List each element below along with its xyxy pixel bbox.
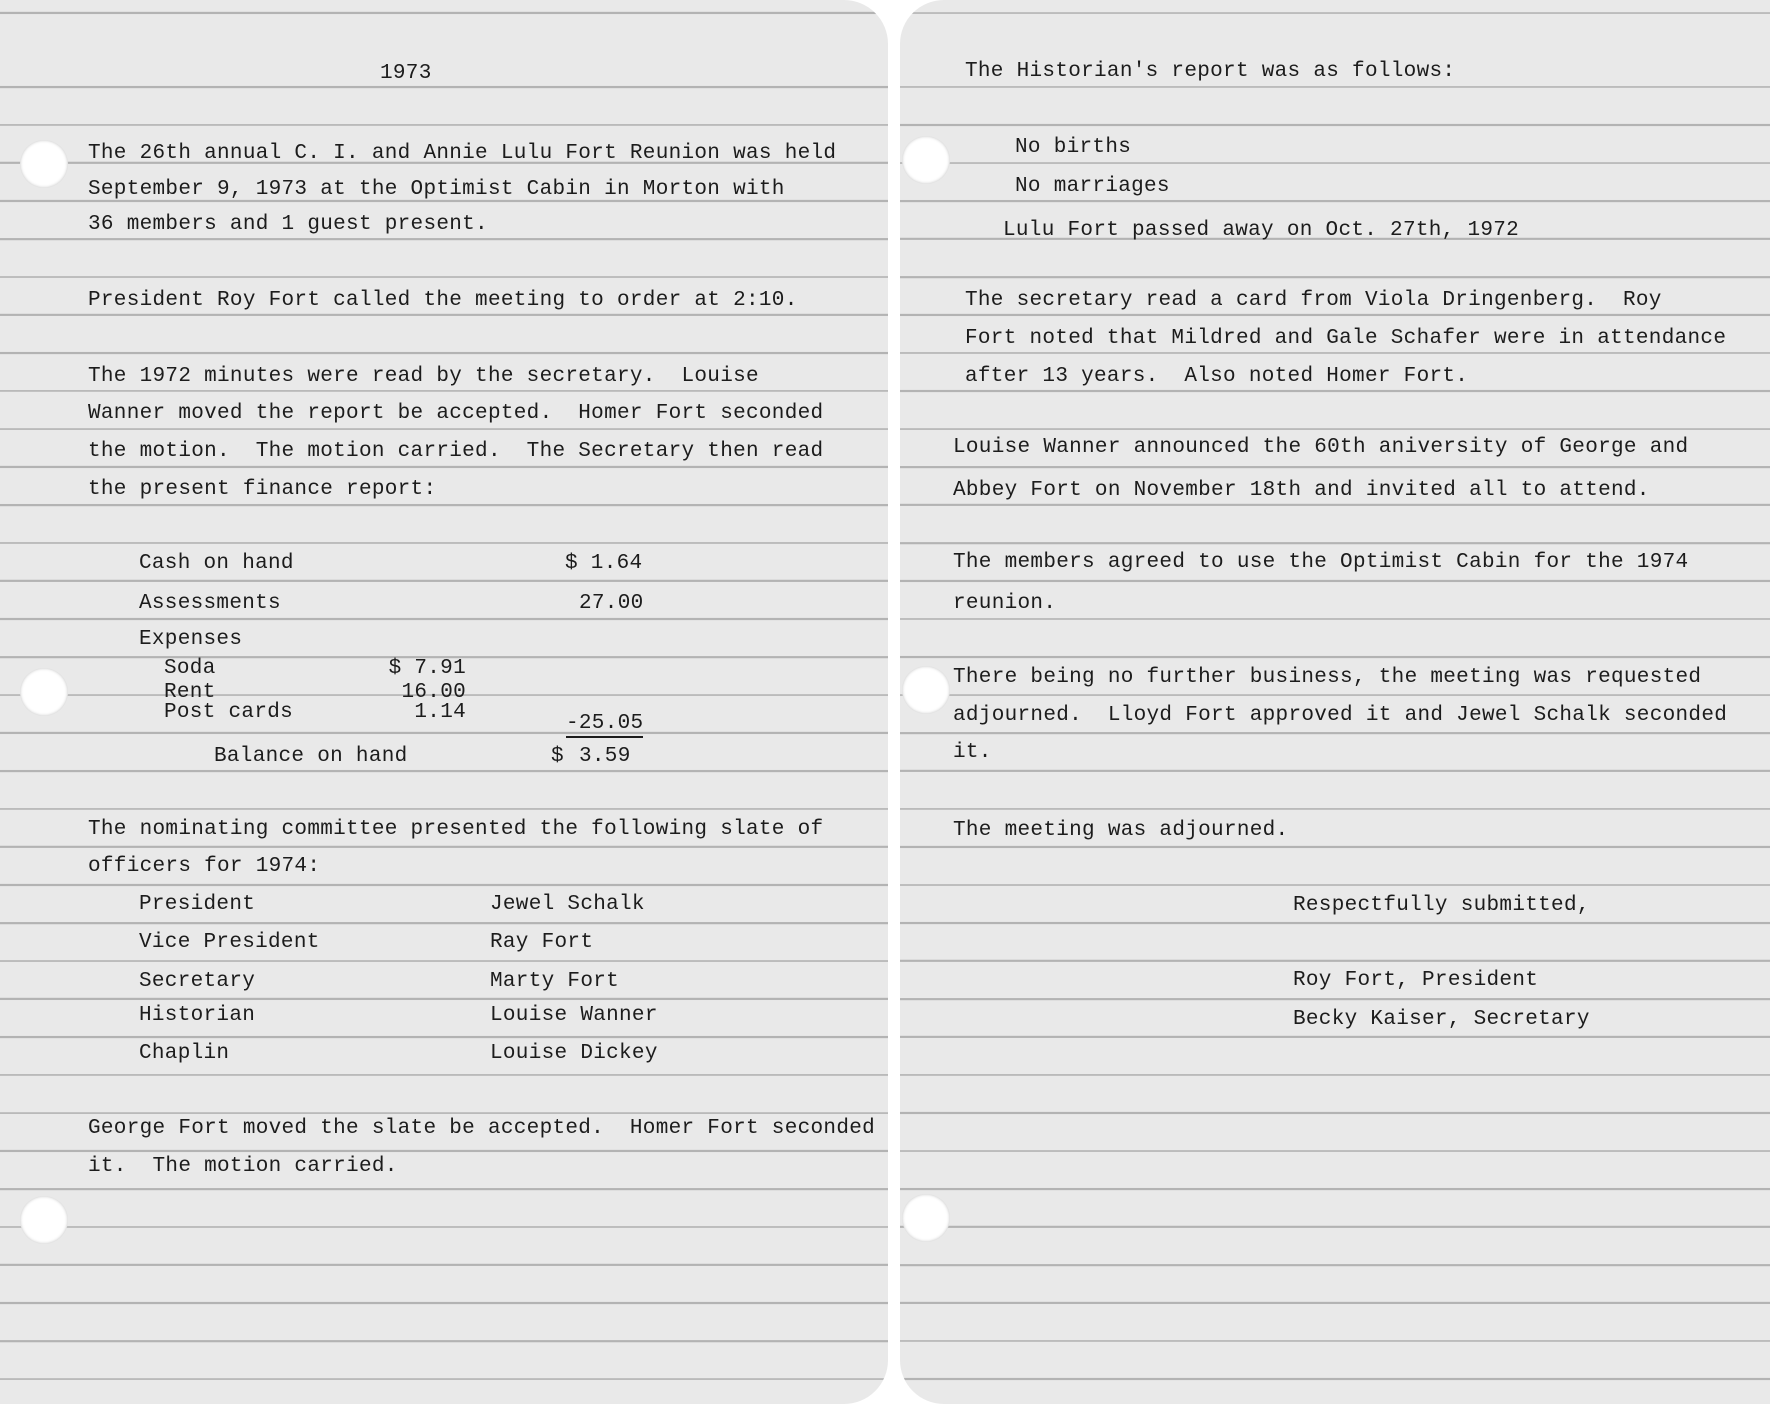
anniversary-line-1: Louise Wanner announced the 60th aniversity of George and <box>953 436 1689 459</box>
adjourn-request-line-2: adjourned. Lloyd Fort approved it and Jewel Schalk seconded <box>953 704 1728 727</box>
death-notice: Lulu Fort passed away on Oct. 27th, 1972 <box>1003 219 1520 242</box>
officer-name: Ray Fort <box>490 931 594 954</box>
intro-line-2: September 9, 1973 at the Optimist Cabin in Morton with <box>88 178 785 201</box>
nominating-line-2: officers for 1974: <box>88 855 321 878</box>
officer-role: Secretary <box>139 970 256 993</box>
balance-currency: $ <box>551 745 564 768</box>
cash-on-hand-value: $ 1.64 <box>565 552 643 575</box>
next-reunion-line-2: reunion. <box>953 592 1057 615</box>
rent-value: 16.00 <box>401 681 466 704</box>
minutes-line-3: the motion. The motion carried. The Secretary then read <box>88 440 824 463</box>
intro-line-1: The 26th annual C. I. and Annie Lulu Fort Reunion was held <box>88 142 837 165</box>
punch-hole <box>20 140 68 188</box>
punch-hole <box>902 1194 950 1242</box>
expenses-label: Expenses <box>139 628 243 651</box>
anniversary-line-2: Abbey Fort on November 18th and invited all to attend. <box>953 479 1650 502</box>
post-cards-value: 1.14 <box>414 701 466 724</box>
balance-value: 3.59 <box>579 745 631 768</box>
officer-name: Louise Wanner <box>490 1004 658 1027</box>
rent-label: Rent <box>164 681 216 704</box>
signer-president: Roy Fort, President <box>1293 969 1539 992</box>
assessments-value: 27.00 <box>579 592 644 615</box>
officer-name: Louise Dickey <box>490 1042 658 1065</box>
officer-role: Vice President <box>139 931 320 954</box>
slate-motion-line-1: George Fort moved the slate be accepted. Homer Fort seconded <box>88 1117 876 1140</box>
officer-role: President <box>139 893 256 916</box>
next-reunion-line-1: The members agreed to use the Optimist Cabin for the 1974 <box>953 551 1689 574</box>
closing: Respectfully submitted, <box>1293 894 1590 917</box>
adjourn-request-line-3: it. <box>953 741 992 764</box>
minutes-line-1: The 1972 minutes were read by the secretary. Louise <box>88 365 759 388</box>
intro-line-3: 36 members and 1 guest present. <box>88 213 488 236</box>
balance-label: Balance on hand <box>214 745 408 768</box>
minutes-line-2: Wanner moved the report be accepted. Homer Fort seconded <box>88 402 824 425</box>
nominating-line-1: The nominating committee presented the following slate of <box>88 818 824 841</box>
assessments-label: Assessments <box>139 592 281 615</box>
soda-label: Soda <box>164 657 216 680</box>
punch-hole <box>20 668 68 716</box>
left-page <box>0 0 888 1404</box>
cash-on-hand-label: Cash on hand <box>139 552 294 575</box>
card-line-2: Fort noted that Mildred and Gale Schafer were in attendance <box>965 327 1727 350</box>
post-cards-label: Post cards <box>164 701 294 724</box>
soda-value: $ 7.91 <box>388 657 466 680</box>
adjourn-request-line-1: There being no further business, the meeting was requested <box>953 666 1702 689</box>
right-page <box>900 0 1770 1404</box>
year-heading: 1973 <box>380 62 432 85</box>
officer-name: Jewel Schalk <box>490 893 645 916</box>
officer-name: Marty Fort <box>490 970 620 993</box>
officer-role: Chaplin <box>139 1042 230 1065</box>
call-to-order: President Roy Fort called the meeting to order at 2:10. <box>88 289 798 312</box>
minutes-line-4: the present finance report: <box>88 478 437 501</box>
expenses-total: -25.05 <box>566 712 643 738</box>
signer-secretary: Becky Kaiser, Secretary <box>1293 1008 1590 1031</box>
officer-role: Historian <box>139 1004 256 1027</box>
adjourned: The meeting was adjourned. <box>953 819 1289 842</box>
card-line-3: after 13 years. Also noted Homer Fort. <box>965 365 1469 388</box>
births: No births <box>1015 136 1132 159</box>
card-line-1: The secretary read a card from Viola Dringenberg. Roy <box>965 289 1662 312</box>
slate-motion-line-2: it. The motion carried. <box>88 1155 398 1178</box>
marriages: No marriages <box>1015 175 1170 198</box>
punch-hole <box>902 666 950 714</box>
historian-intro: The Historian's report was as follows: <box>965 60 1456 83</box>
punch-hole <box>902 136 950 184</box>
punch-hole <box>20 1196 68 1244</box>
